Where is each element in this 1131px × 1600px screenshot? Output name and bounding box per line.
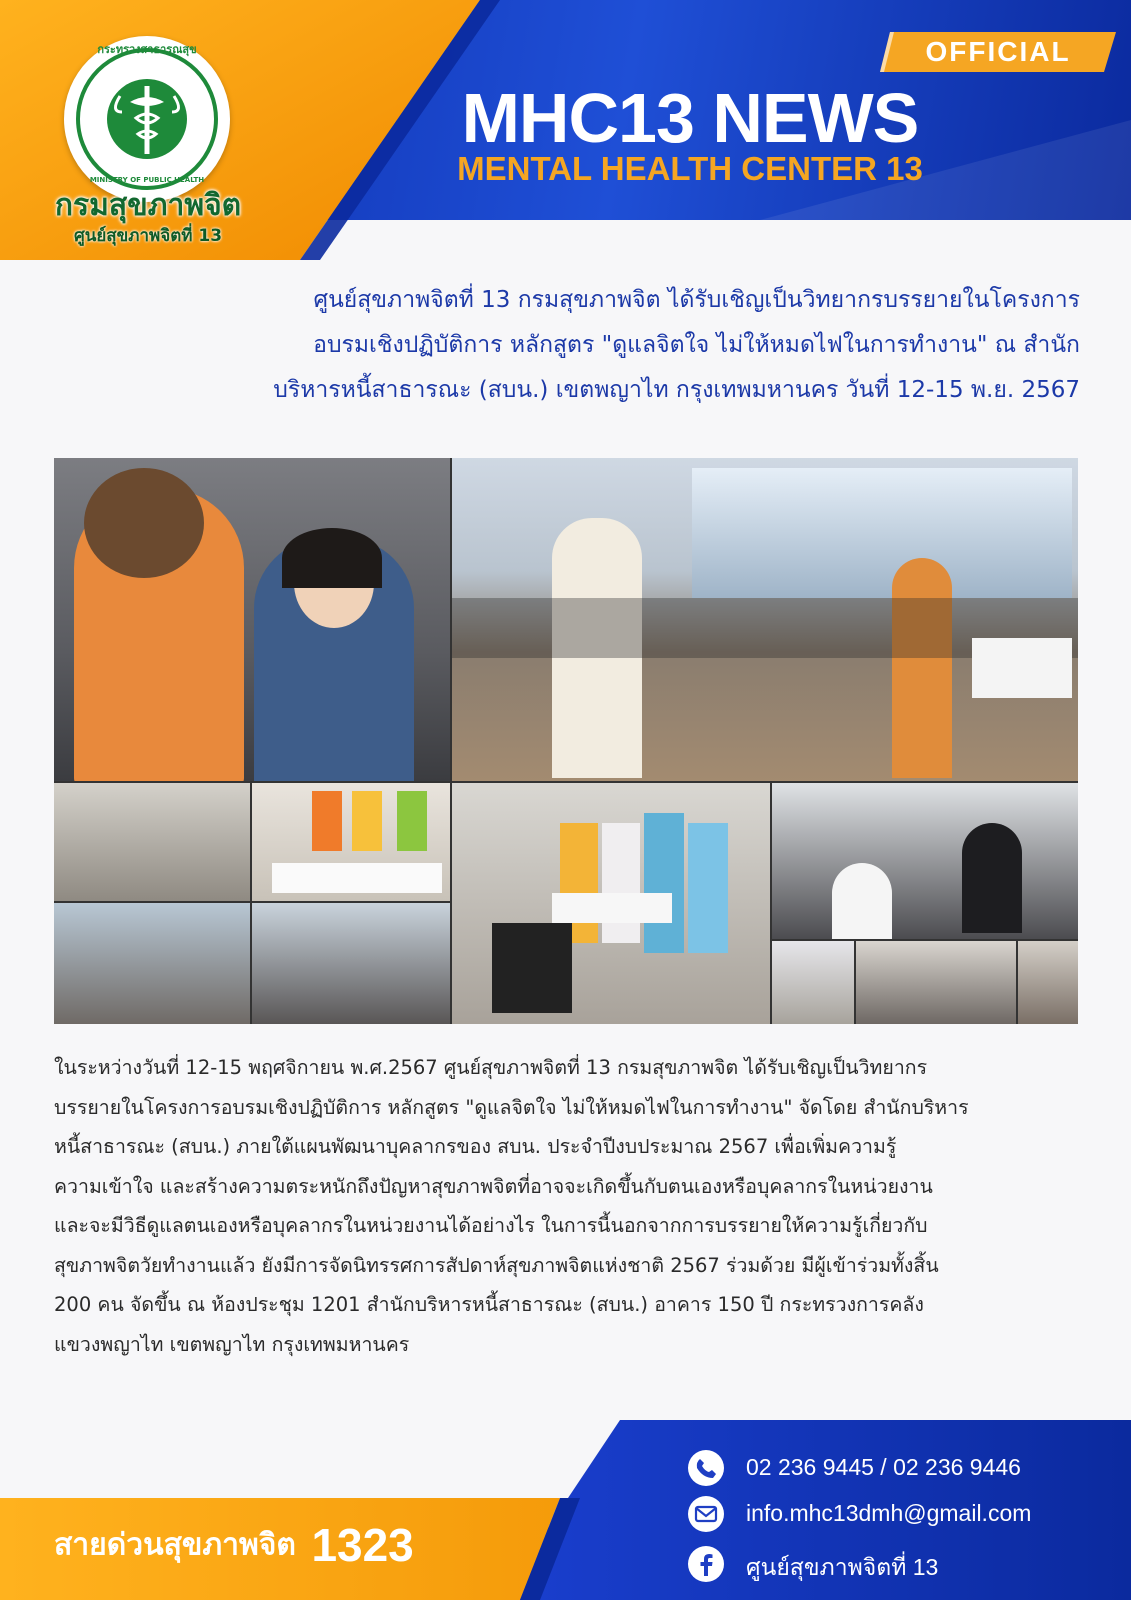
facebook-page[interactable]: ศูนย์สุขภาพจิตที่ 13 (746, 1554, 939, 1580)
facebook-icon (688, 1546, 724, 1582)
logo-ring-text-en: MINISTRY OF PUBLIC HEALTH (89, 176, 205, 184)
body-line: บรรยายในโครงการอบรมเชิงปฏิบัติการ หลักสูตร "ดูแลจิตใจ ไม่ให้หมดไฟในการทำงาน" จัดโดย สำนักบริหาร (54, 1095, 969, 1119)
body-line: ในระหว่างวันที่ 12-15 พฤศจิกายน พ.ศ.2567 ศูนย์สุขภาพจิตที่ 13 กรมสุขภาพจิต ได้รับเชิญเป็นวิทยากร (54, 1056, 928, 1079)
body-line: ความเข้าใจ และสร้างความตระหนักถึงปัญหาสุขภาพจิตที่อาจจะเกิดขึ้นกับตนเองหรือบุคลากรในหน่วยงาน (54, 1174, 933, 1198)
photo-workshop-room (452, 458, 1078, 781)
news-title: MHC13 NEWS (461, 79, 919, 157)
contact-facebook (688, 1546, 1108, 1586)
hotline-label: สายด่วนสุขภาพจิต (54, 1527, 296, 1563)
body-line: แขวงพญาไท เขตพญาไท กรุงเทพมหานคร (54, 1332, 410, 1356)
hotline-number[interactable]: 1323 (311, 1519, 414, 1571)
department-name: กรมสุขภาพจิต (54, 188, 242, 223)
email-address[interactable]: info.mhc13dmh@gmail.com (746, 1500, 1032, 1526)
photo-interview (54, 458, 450, 781)
photo-group-stretch (856, 941, 1016, 1024)
hotline (54, 1518, 514, 1572)
photo-exhibition-banners (452, 783, 770, 1024)
headline (160, 278, 1080, 413)
phone-number[interactable]: 02 236 9445 / 02 236 9446 (746, 1454, 1021, 1480)
photo-exhibit-table (252, 783, 450, 901)
photo-group-discussion (252, 903, 450, 1024)
body-line: 200 คน จัดขึ้น ณ ห้องประชุม 1201 สำนักบริหารหนี้สาธารณะ (สบน.) อาคาร 150 ปี กระทรวงการคลัง (54, 1293, 924, 1316)
article-body (54, 1048, 1078, 1364)
photo-presentation (772, 941, 854, 1024)
photo-stretch-1 (54, 783, 250, 901)
photo-stretch-2 (54, 903, 250, 1024)
photo-participants (772, 783, 1078, 939)
body-line: หนี้สาธารณะ (สบน.) ภายใต้แผนพัฒนาบุคลากรของ สบน. ประจำปีงบประมาณ 2567 เพื่อเพิ่มความรู้ (54, 1135, 897, 1158)
body-line: สุขภาพจิตวัยทำงานแล้ว ยังมีการจัดนิทรรศการสัปดาห์สุขภาพจิตแห่งชาติ 2567 ร่วมด้วย มีผู้เข้าร่วมทั้งสิ้น (54, 1253, 939, 1277)
headline-line: บริหารหนี้สาธารณะ (สบน.) เขตพญาไท กรุงเทพมหานคร วันที่ 12-15 พ.ย. 2567 (273, 377, 1080, 403)
mail-icon (688, 1496, 724, 1532)
phone-icon (688, 1450, 724, 1486)
photo-speaker (1018, 941, 1078, 1024)
official-tag: OFFICIAL (925, 36, 1071, 67)
headline-line: อบรมเชิงปฏิบัติการ หลักสูตร "ดูแลจิตใจ ไม่ให้หมดไฟในการทำงาน" ณ สำนัก (313, 332, 1080, 358)
ministry-seal-icon (76, 48, 218, 190)
photo-collage (54, 458, 1078, 1024)
headline-line: ศูนย์สุขภาพจิตที่ 13 กรมสุขภาพจิต ได้รับเชิญเป็นวิทยากรบรรยายในโครงการ (313, 287, 1080, 313)
center-name: ศูนย์สุขภาพจิตที่ 13 (73, 226, 223, 246)
contact-email (688, 1496, 1108, 1536)
body-line: และจะมีวิธีดูแลตนเองหรือบุคลากรในหน่วยงานได้อย่างไร ในการนี้นอกจากการบรรยายให้ความรู้เกี่ยวกับ (54, 1214, 928, 1237)
contact-phone (688, 1450, 1108, 1490)
logo-ring-text: กระทรวงสาธารณสุข (97, 43, 197, 56)
news-subtitle: MENTAL HEALTH CENTER 13 (457, 150, 923, 187)
